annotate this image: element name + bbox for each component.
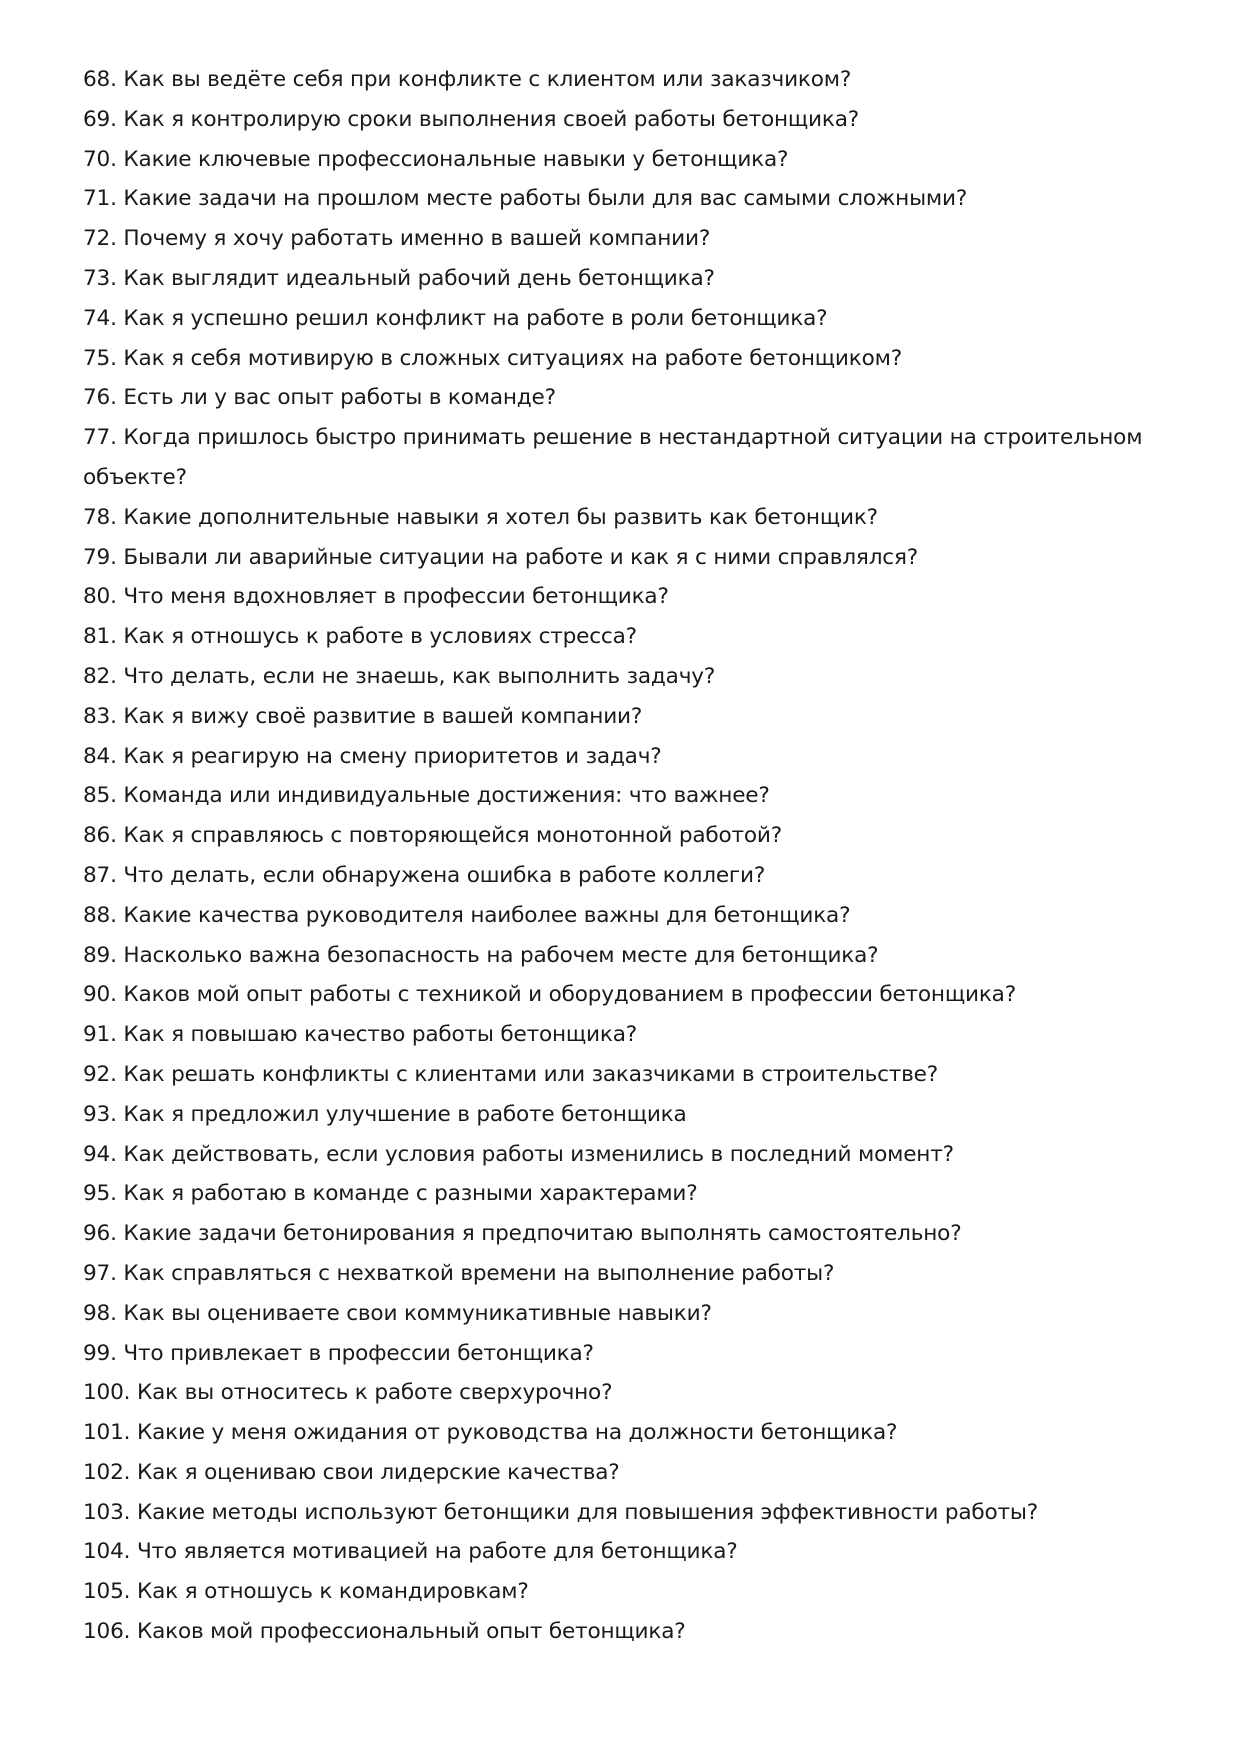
question-89: 89. Насколько важна безопасность на рабочем месте для бетонщика? [83, 942, 879, 968]
question-75: 75. Как я себя мотивирую в сложных ситуациях на работе бетонщиком? [83, 345, 902, 371]
question-82: 82. Что делать, если не знаешь, как выполнить задачу? [83, 663, 716, 689]
question-105: 105. Как я отношусь к командировкам? [83, 1579, 529, 1605]
question-70: 70. Какие ключевые профессиональные навыки у бетонщика? [83, 146, 789, 172]
question-94: 94. Как действовать, если условия работы изменились в последний момент? [83, 1141, 954, 1167]
question-79: 79. Бывали ли аварийные ситуации на работе и как я с ними справлялся? [83, 544, 919, 570]
question-97: 97. Как справляться с нехваткой времени на выполнение работы? [83, 1260, 835, 1286]
question-78: 78. Какие дополнительные навыки я хотел бы развить как бетонщик? [83, 504, 878, 530]
question-92: 92. Как решать конфликты с клиентами или заказчиками в строительстве? [83, 1061, 939, 1087]
question-81: 81. Как я отношусь к работе в условиях стресса? [83, 624, 637, 650]
question-71: 71. Какие задачи на прошлом месте работы были для вас самыми сложными? [83, 186, 968, 212]
question-100: 100. Как вы относитесь к работе сверхурочно? [83, 1380, 613, 1406]
question-73: 73. Как выглядит идеальный рабочий день бетонщика? [83, 265, 715, 291]
question-list [83, 60, 1173, 1652]
question-74: 74. Как я успешно решил конфликт на работе в роли бетонщика? [83, 305, 828, 331]
question-72: 72. Почему я хочу работать именно в вашей компании? [83, 226, 711, 252]
question-90: 90. Каков мой опыт работы с техникой и оборудованием в профессии бетонщика? [83, 982, 1016, 1008]
question-91: 91. Как я повышаю качество работы бетонщика? [83, 1022, 638, 1048]
question-83: 83. Как я вижу своё развитие в вашей компании? [83, 703, 643, 729]
question-101: 101. Какие у меня ожидания от руководства на должности бетонщика? [83, 1420, 898, 1446]
question-106: 106. Каков мой профессиональный опыт бетонщика? [83, 1619, 686, 1645]
question-69: 69. Как я контролирую сроки выполнения своей работы бетонщика? [83, 106, 859, 132]
question-96: 96. Какие задачи бетонирования я предпочитаю выполнять самостоятельно? [83, 1221, 962, 1247]
question-80: 80. Что меня вдохновляет в профессии бетонщика? [83, 584, 669, 610]
question-102: 102. Как я оцениваю свои лидерские качества? [83, 1459, 620, 1485]
question-68: 68. Как вы ведёте себя при конфликте с клиентом или заказчиком? [83, 67, 852, 92]
question-88: 88. Какие качества руководителя наиболее важны для бетонщика? [83, 902, 851, 928]
question-86: 86. Как я справляюсь с повторяющейся монотонной работой? [83, 823, 782, 849]
question-99: 99. Что привлекает в профессии бетонщика? [83, 1340, 594, 1366]
question-77: 77. Когда пришлось быстро принимать решение в нестандартной ситуации на строительном объекте? [83, 425, 1143, 490]
question-98: 98. Как вы оцениваете свои коммуникативные навыки? [83, 1300, 712, 1326]
question-95: 95. Как я работаю в команде с разными характерами? [83, 1181, 698, 1207]
question-84: 84. Как я реагирую на смену приоритетов и задач? [83, 743, 662, 769]
question-76: 76. Есть ли у вас опыт работы в команде? [83, 385, 556, 411]
question-104: 104. Что является мотивацией на работе для бетонщика? [83, 1539, 738, 1565]
question-103: 103. Какие методы используют бетонщики для повышения эффективности работы? [83, 1499, 1039, 1525]
question-93: 93. Как я предложил улучшение в работе бетонщика [83, 1101, 687, 1127]
question-85: 85. Команда или индивидуальные достижения: что важнее? [83, 783, 770, 809]
question-87: 87. Что делать, если обнаружена ошибка в работе коллеги? [83, 862, 766, 888]
